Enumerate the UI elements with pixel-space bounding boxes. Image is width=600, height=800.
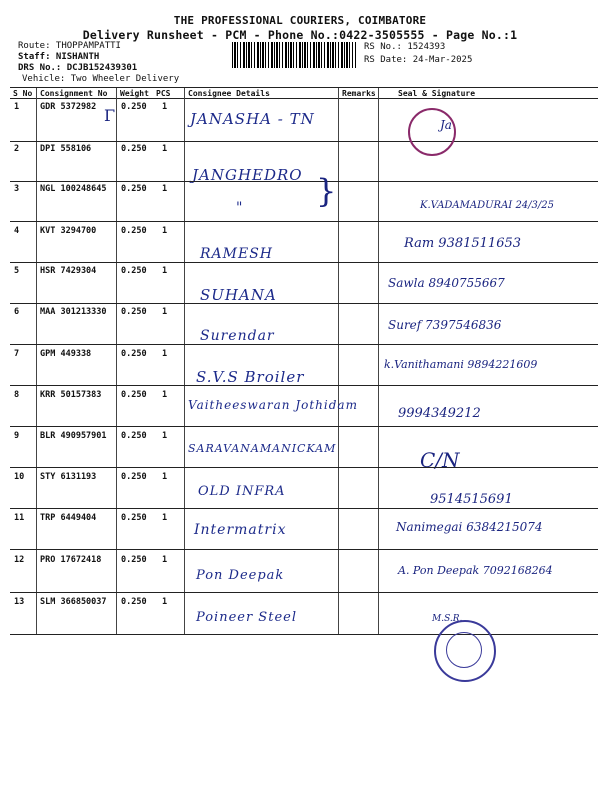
consignment-cell: GPM 449338 [40, 349, 92, 359]
consignment-cell: NGL 100248645 [40, 184, 107, 194]
header-signature: Seal & Signature [398, 89, 476, 98]
weight-cell: 0.250 [121, 472, 147, 482]
weight-cell: 0.250 [121, 184, 147, 194]
stamp-row13-inner [446, 632, 482, 668]
sno-cell: 4 [14, 226, 20, 236]
weight-cell: 0.250 [121, 597, 147, 607]
rs-no-text: RS No.: 1524393 [364, 42, 446, 52]
consignee-handwriting: Pon Deepak [196, 568, 285, 583]
pcs-cell: 1 [162, 307, 168, 317]
row-rule [10, 508, 598, 509]
company-title: THE PROFESSIONAL COURIERS, COIMBATORE [173, 14, 427, 27]
row-rule [10, 141, 598, 142]
consignment-cell: KVT 3294700 [40, 226, 97, 236]
consignment-cell: GDR 5372982 [40, 102, 97, 112]
signature-handwriting: Nanimegai 6384215074 [396, 520, 543, 534]
vehicle-text: Vehicle: Two Wheeler Delivery [22, 74, 180, 84]
sno-cell: 3 [14, 184, 20, 194]
sno-cell: 8 [14, 390, 20, 400]
signature-handwriting: Ram 9381511653 [404, 236, 522, 251]
row-rule [10, 181, 598, 182]
sno-cell: 13 [14, 597, 25, 607]
signature-handwriting: A. Pon Deepak 7092168264 [398, 564, 553, 577]
pen-mark: Γ [104, 106, 116, 125]
signature-handwriting: k.Vanithamani 9894221609 [384, 358, 538, 371]
weight-cell: 0.250 [121, 555, 147, 565]
col-divider [338, 88, 339, 634]
header-weight: Weight [120, 89, 149, 98]
weight-cell: 0.250 [121, 390, 147, 400]
table-top-rule [10, 87, 598, 88]
consignee-handwriting: JANGHEDRO [192, 166, 303, 184]
col-divider [184, 88, 185, 634]
pen-mark: } [316, 172, 337, 210]
signature-handwriting: Suref 7397546836 [388, 318, 502, 332]
row-rule [10, 344, 598, 345]
consignment-cell: MAA 301213330 [40, 307, 107, 317]
header-sno: S No [13, 89, 33, 98]
consignee-handwriting: RAMESH [200, 246, 274, 262]
consignee-handwriting: S.V.S Broiler [196, 368, 305, 386]
weight-cell: 0.250 [121, 226, 147, 236]
consignee-handwriting: SARAVANAMANICKAM [188, 442, 337, 455]
weight-cell: 0.250 [121, 513, 147, 523]
sno-cell: 10 [14, 472, 25, 482]
weight-cell: 0.250 [121, 102, 147, 112]
consignee-handwriting: Intermatrix [194, 522, 287, 538]
row-rule [10, 426, 598, 427]
row-rule [10, 549, 598, 550]
consignment-cell: BLR 490957901 [40, 431, 107, 441]
consignee-handwriting: OLD INFRA [198, 484, 286, 499]
staff-text: Staff: NISHANTH [18, 52, 100, 62]
row-rule [10, 385, 598, 386]
consignment-cell: DPI 558106 [40, 144, 92, 154]
weight-cell: 0.250 [121, 349, 147, 359]
col-divider [378, 88, 379, 634]
consignment-cell: PRO 17672418 [40, 555, 102, 565]
signature-handwriting: Ja [440, 118, 452, 132]
sno-cell: 5 [14, 266, 20, 276]
consignee-handwriting: Surendar [200, 328, 275, 344]
pcs-cell: 1 [162, 390, 168, 400]
sno-cell: 2 [14, 144, 20, 154]
consignment-cell: TRP 6449404 [40, 513, 97, 523]
sno-cell: 12 [14, 555, 25, 565]
weight-cell: 0.250 [121, 307, 147, 317]
pcs-cell: 1 [162, 266, 168, 276]
row-rule [10, 221, 598, 222]
stamp-row1 [408, 108, 456, 156]
consignee-handwriting: Poineer Steel [196, 610, 297, 625]
pcs-cell: 1 [162, 555, 168, 565]
pcs-cell: 1 [162, 472, 168, 482]
table-header-rule [10, 98, 598, 99]
header-consignee: Consignee Details [188, 89, 270, 98]
sno-cell: 11 [14, 513, 25, 523]
signature-handwriting: 9514515691 [430, 492, 513, 507]
pcs-cell: 1 [162, 431, 168, 441]
pcs-cell: 1 [162, 513, 168, 523]
header-consignment: Consignment No [40, 89, 108, 98]
sno-cell: 9 [14, 431, 20, 441]
signature-handwriting: M.S.R. [432, 614, 463, 624]
pcs-cell: 1 [162, 226, 168, 236]
weight-cell: 0.250 [121, 431, 147, 441]
consignee-handwriting: " [236, 200, 244, 216]
row-rule [10, 592, 598, 593]
signature-handwriting: C/N [420, 448, 460, 472]
consignee-handwriting: SUHANA [200, 286, 277, 304]
pcs-cell: 1 [162, 144, 168, 154]
barcode [232, 42, 356, 68]
signature-handwriting: 9994349212 [398, 406, 481, 421]
header-pcs: PCS [156, 89, 171, 98]
consignment-cell: KRR 50157383 [40, 390, 102, 400]
col-divider [116, 88, 117, 634]
row-rule [10, 262, 598, 263]
pcs-cell: 1 [162, 349, 168, 359]
pcs-cell: 1 [162, 597, 168, 607]
row-rule [10, 303, 598, 304]
col-divider [36, 88, 37, 634]
consignee-handwriting: JANASHA - TN [190, 110, 315, 128]
weight-cell: 0.250 [121, 144, 147, 154]
sno-cell: 1 [14, 102, 20, 112]
header-remarks: Remarks [342, 89, 376, 98]
table-bottom-rule [10, 634, 598, 635]
signature-handwriting: Sawla 8940755667 [388, 276, 505, 290]
consignee-handwriting: Vaitheeswaran Jothidam [188, 398, 358, 412]
rs-date-text: RS Date: 24-Mar-2025 [364, 55, 473, 65]
signature-handwriting: K.VADAMADURAI 24/3/25 [420, 200, 554, 211]
row-rule [10, 467, 598, 468]
runsheet-subtitle: Delivery Runsheet - PCM - Phone No.:0422-3505555 - Page No.:1 [82, 28, 518, 42]
weight-cell: 0.250 [121, 266, 147, 276]
consignment-cell: HSR 7429304 [40, 266, 97, 276]
route-text: Route: THOPPAMPATTI [18, 41, 121, 51]
consignment-cell: SLM 366850037 [40, 597, 107, 607]
pcs-cell: 1 [162, 102, 168, 112]
sno-cell: 7 [14, 349, 20, 359]
drs-text: DRS No.: DCJB152439301 [18, 63, 138, 73]
pcs-cell: 1 [162, 184, 168, 194]
sno-cell: 6 [14, 307, 20, 317]
consignment-cell: STY 6131193 [40, 472, 97, 482]
